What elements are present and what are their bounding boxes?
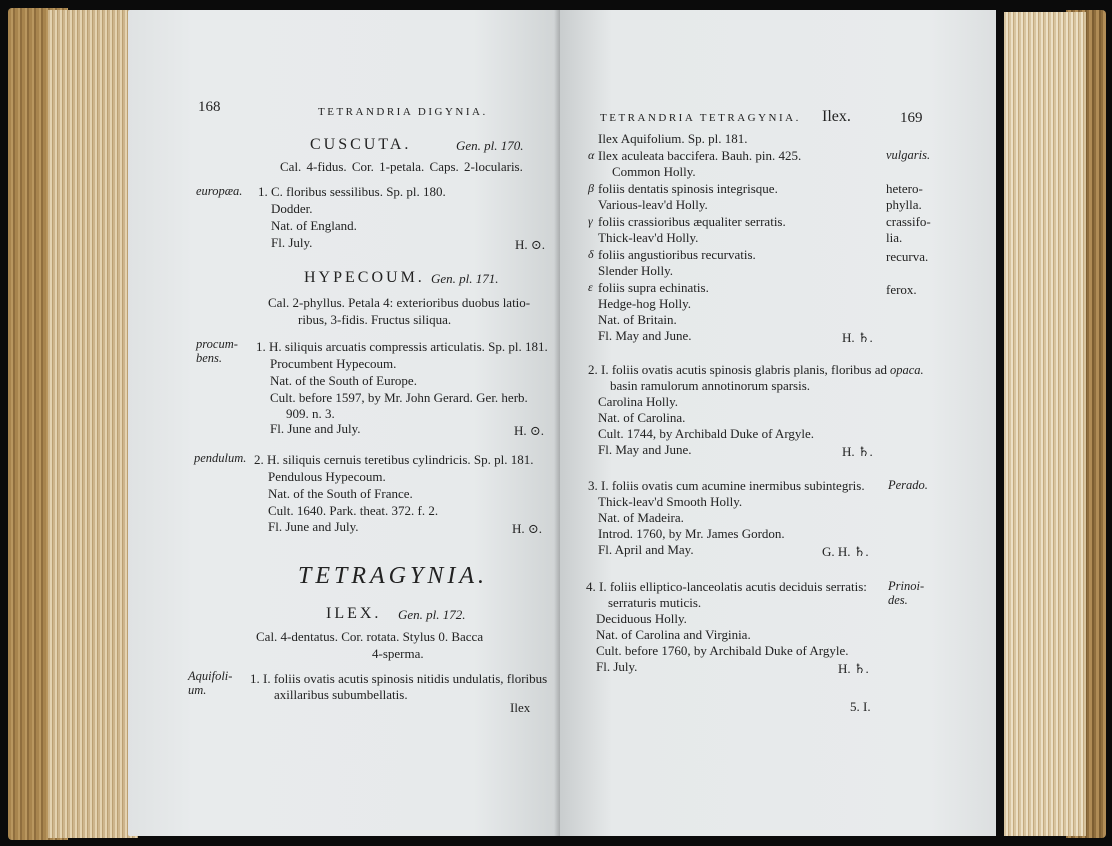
ilex-aquifolium-ref: Ilex Aquifolium. Sp. pl. 181. <box>598 131 748 146</box>
hypecoum-sp1-hardiness: H. ⊙. <box>514 423 545 438</box>
character-cuscuta: Cal. 4-fidus. Cor. 1-petala. Caps. 2-locularis. <box>280 159 523 174</box>
variety-delta-line2: Slender Holly. <box>598 263 673 278</box>
page-edges-left <box>48 10 138 838</box>
ilex-sp4-line5: Cult. before 1760, by Archibald Duke of Argyle. <box>596 643 849 658</box>
ilex-sp1-flowering: Fl. May and June. <box>598 328 692 343</box>
margin-procumbens-1: procum- <box>196 337 238 351</box>
ilex-sp2-line6: Fl. May and June. <box>598 442 692 457</box>
ilex-sp4-hardiness: H. ♄. <box>838 661 869 676</box>
ilex-sp3-line5: Fl. April and May. <box>598 542 694 557</box>
right-catchword: 5. I. <box>850 699 871 714</box>
ilex-sp2-hardiness: H. ♄. <box>842 444 873 459</box>
ilex-sp4-line1: 4. I. foliis elliptico-lanceolatis acutis deciduis serratis: <box>586 579 867 594</box>
margin-opaca: opaca. <box>890 363 924 377</box>
ilex-sp4-line6: Fl. July. <box>596 659 638 674</box>
ilex-sp4-line2: serraturis muticis. <box>608 595 702 610</box>
margin-crassifolia-1: crassifo- <box>886 214 931 229</box>
genus-ref-hypecoum: Gen. pl. 171. <box>431 271 499 286</box>
ilex-sp3-line4: Introd. 1760, by Mr. James Gordon. <box>598 526 785 541</box>
variety-gamma-line1: foliis crassioribus æqualiter serratis. <box>598 214 786 229</box>
margin-vulgaris: vulgaris. <box>886 148 931 162</box>
margin-prinoides-1: Prinoi- <box>888 579 925 593</box>
ilex-sp2-line3: Carolina Holly. <box>598 394 679 409</box>
ilex-sp2-line4: Nat. of Carolina. <box>598 410 686 425</box>
variety-epsilon-line2: Hedge-hog Holly. <box>598 296 692 311</box>
right-genus-head: Ilex. <box>822 108 851 125</box>
open-book <box>8 8 1106 840</box>
hypecoum-sp1-line5: 909. n. 3. <box>286 406 335 421</box>
variety-delta: δ <box>588 247 594 261</box>
ilex-sp2-line1: 2. I. foliis ovatis acutis spinosis glabris planis, floribus ad <box>588 362 887 377</box>
page-edges-right <box>1004 12 1086 836</box>
variety-alpha: α <box>588 148 595 162</box>
margin-ferox: ferox. <box>886 282 917 297</box>
variety-gamma-line2: Thick-leav'd Holly. <box>598 230 699 245</box>
variety-delta-line1: foliis angustioribus recurvatis. <box>598 247 756 262</box>
cuscuta-sp1-line2: Dodder. <box>271 201 313 216</box>
genus-ilex: ILEX. <box>326 605 382 622</box>
margin-pendulum: pendulum. <box>194 451 247 465</box>
ilex-sp3-line1: 3. I. foliis ovatis cum acumine inermibus subintegris. <box>588 478 865 493</box>
variety-alpha-line2: Common Holly. <box>612 164 696 179</box>
right-page <box>560 10 996 836</box>
left-page <box>128 10 560 836</box>
ilex-sp3-hardiness: G. H. ♄. <box>822 544 869 559</box>
genus-ref-cuscuta: Gen. pl. 170. <box>456 138 524 153</box>
hypecoum-sp2-line3: Nat. of the South of France. <box>268 486 413 501</box>
left-running-head: TETRANDRIA DIGYNIA. <box>318 106 488 118</box>
ilex-sp4-line4: Nat. of Carolina and Virginia. <box>596 627 751 642</box>
margin-crassifolia-2: lia. <box>886 230 903 245</box>
cuscuta-sp1-line4: Fl. July. <box>271 235 313 250</box>
hypecoum-sp2-line4: Cult. 1640. Park. theat. 372. f. 2. <box>268 503 439 518</box>
variety-beta-line2: Various-leav'd Holly. <box>598 197 708 212</box>
genus-cuscuta: CUSCUTA. <box>310 136 412 153</box>
hypecoum-sp1-line6: Fl. June and July. <box>270 421 361 436</box>
margin-prinoides-2: des. <box>888 593 908 607</box>
margin-recurva: recurva. <box>886 249 929 264</box>
right-folio: 169 <box>900 110 923 126</box>
hypecoum-sp2-line2: Pendulous Hypecoum. <box>268 469 386 484</box>
section-title-tetragynia: TETRAGYNIA. <box>298 563 489 589</box>
margin-europaea: europæa. <box>196 184 243 198</box>
character-hypecoum-2: ribus, 3-fidis. Fructus siliqua. <box>298 312 452 327</box>
ilex-sp2-line5: Cult. 1744, by Archibald Duke of Argyle. <box>598 426 815 441</box>
margin-perado: Perado. <box>888 478 928 492</box>
cuscuta-sp1-line1: 1. C. floribus sessilibus. Sp. pl. 180. <box>258 184 446 199</box>
ilex-sp1-line2: axillaribus subumbellatis. <box>274 687 408 702</box>
hypecoum-sp1-line1: 1. H. siliquis arcuatis compressis articulatis. Sp. pl. 181. <box>256 339 548 354</box>
ilex-sp3-line3: Nat. of Madeira. <box>598 510 684 525</box>
variety-epsilon: ε <box>588 280 593 294</box>
character-hypecoum-1: Cal. 2-phyllus. Petala 4: exterioribus duobus latio- <box>268 295 531 310</box>
ilex-sp1-native: Nat. of Britain. <box>598 312 677 327</box>
left-folio: 168 <box>198 99 221 115</box>
variety-beta-line1: foliis dentatis spinosis integrisque. <box>598 181 778 196</box>
margin-heterophylla-1: hetero- <box>886 181 923 196</box>
character-ilex-1: Cal. 4-dentatus. Cor. rotata. Stylus 0. Bacca <box>256 629 484 644</box>
variety-beta: β <box>588 181 594 195</box>
right-running-head: TETRANDRIA TETRAGYNIA. <box>600 112 801 124</box>
ilex-sp3-line2: Thick-leav'd Smooth Holly. <box>598 494 743 509</box>
ilex-sp4-line3: Deciduous Holly. <box>596 611 687 626</box>
genus-hypecoum: HYPECOUM. <box>304 269 425 286</box>
genus-ref-ilex: Gen. pl. 172. <box>398 607 466 622</box>
hypecoum-sp1-line2: Procumbent Hypecoum. <box>270 356 397 371</box>
hypecoum-sp2-line1: 2. H. siliquis cernuis teretibus cylindricis. Sp. pl. 181. <box>254 452 534 467</box>
hypecoum-sp2-line5: Fl. June and July. <box>268 519 359 534</box>
ilex-sp1-hardiness: H. ♄. <box>842 330 873 345</box>
margin-heterophylla-2: phylla. <box>886 197 922 212</box>
hypecoum-sp1-line4: Cult. before 1597, by Mr. John Gerard. Ger. herb. <box>270 390 528 405</box>
cuscuta-sp1-hardiness: H. ⊙. <box>515 237 546 252</box>
ilex-sp2-line2: basin ramulorum annotinorum sparsis. <box>610 378 811 393</box>
variety-epsilon-line1: foliis supra echinatis. <box>598 280 709 295</box>
hypecoum-sp1-line3: Nat. of the South of Europe. <box>270 373 417 388</box>
character-ilex-2: 4-sperma. <box>372 646 424 661</box>
margin-aquifolium-2: um. <box>188 683 207 697</box>
hypecoum-sp2-hardiness: H. ⊙. <box>512 521 543 536</box>
margin-aquifolium-1: Aquifoli- <box>188 669 233 683</box>
ilex-sp1-line1: 1. I. foliis ovatis acutis spinosis nitidis undulatis, floribus <box>250 671 548 686</box>
cuscuta-sp1-line3: Nat. of England. <box>271 218 357 233</box>
left-catchword: Ilex <box>510 700 531 715</box>
variety-gamma: γ <box>588 214 593 228</box>
variety-alpha-line1: Ilex aculeata baccifera. Bauh. pin. 425. <box>598 148 802 163</box>
margin-procumbens-2: bens. <box>196 351 223 365</box>
